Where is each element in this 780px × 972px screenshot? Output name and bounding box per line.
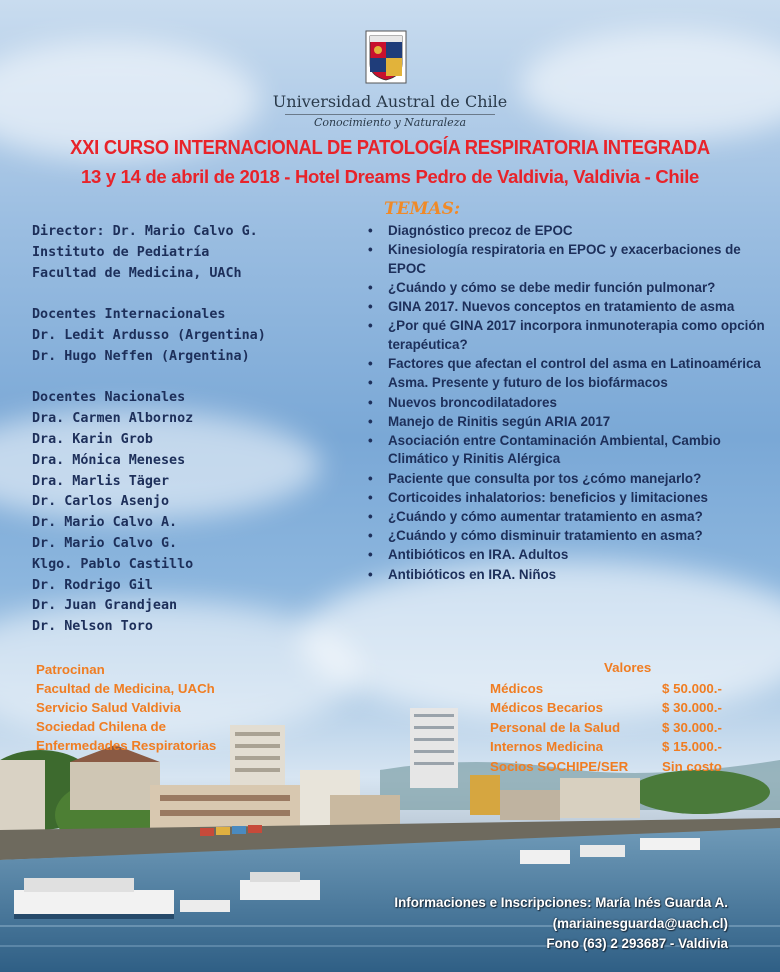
topic-item: • Diagnóstico precoz de EPOC <box>366 222 771 241</box>
sponsors-heading: Patrocinan <box>36 662 105 677</box>
nac-teacher: Dra. Mónica Meneses <box>32 452 186 468</box>
course-title: XXI CURSO INTERNACIONAL DE PATOLOGÍA RESPIRATORIA INTEGRADA <box>70 137 710 159</box>
topic-item: • Antibióticos en IRA. Adultos <box>366 546 771 565</box>
nac-teacher: Dr. Juan Grandjean <box>32 598 178 614</box>
topic-item: • Kinesiología respiratoria en EPOC y exacerbaciones de EPOC <box>366 241 771 278</box>
nac-teacher: Dr. Carlos Asenjo <box>32 494 170 510</box>
price-row <box>490 718 750 737</box>
topic-item: • Asociación entre Contaminación Ambiental, Cambio Climático y Rinitis Alérgica <box>366 432 771 469</box>
sponsor-item: Enfermedades Respiratorias <box>36 738 217 753</box>
course-date-place: 13 y 14 de abril de 2018 - Hotel Dreams Pedro de Valdivia, Valdivia - Chile <box>80 166 700 187</box>
price-value: $ 50.000.- <box>662 681 722 696</box>
price-label: Médicos Becarios <box>490 700 604 716</box>
contact-phone: Fono (63) 2 293687 - Valdivia <box>546 936 728 951</box>
topic-item: • Paciente que consulta por tos ¿cómo manejarlo? <box>366 470 771 489</box>
topic-item: • ¿Cuándo y cómo se debe medir función pulmonar? <box>366 279 771 298</box>
nac-teacher: Dr. Rodrigo Gil <box>32 577 153 593</box>
temas-heading: TEMAS: <box>384 199 461 219</box>
prices-table <box>490 679 750 776</box>
price-label: Socios SOCHIPE/SER <box>490 758 629 774</box>
topic-item: • Manejo de Rinitis según ARIA 2017 <box>366 413 771 432</box>
nac-teacher: Dr. Mario Calvo G. <box>32 535 178 551</box>
topics-list <box>366 222 771 585</box>
director-line: Instituto de Pediatría <box>32 244 210 260</box>
cloud <box>520 30 780 140</box>
contact-block <box>394 893 728 955</box>
price-row <box>490 679 750 698</box>
intl-teacher: Dr. Ledit Ardusso (Argentina) <box>32 327 266 343</box>
topic-item: • GINA 2017. Nuevos conceptos en tratamiento de asma <box>366 298 771 317</box>
intl-teacher: Dr. Hugo Neffen (Argentina) <box>32 348 250 364</box>
topic-item: • Antibióticos en IRA. Niños <box>366 566 771 585</box>
prices-heading: Valores <box>604 660 652 675</box>
nac-teacher: Dr. Nelson Toro <box>32 619 153 635</box>
topic-item: • Factores que afectan el control del asma en Latinoamérica <box>366 355 771 374</box>
topic-item: • ¿Cuándo y cómo aumentar tratamiento en asma? <box>366 508 771 527</box>
nac-teacher: Dra. Carmen Albornoz <box>32 411 194 427</box>
price-row <box>490 737 750 756</box>
director-line: Director: Dr. Mario Calvo G. <box>32 224 258 239</box>
topic-item: • Asma. Presente y futuro de los biofármacos <box>366 374 771 393</box>
nac-teacher: Klgo. Pablo Castillo <box>32 556 194 572</box>
university-name: Universidad Austral de Chile <box>272 92 508 111</box>
contact-line: Informaciones e Inscripciones: María Inés Guarda A. <box>394 895 728 910</box>
university-tagline: Conocimiento y Naturaleza <box>313 116 467 129</box>
price-value: Sin costo <box>662 758 722 774</box>
university-crest-icon <box>365 30 407 84</box>
nac-teacher: Dra. Marlis Täger <box>32 473 170 489</box>
price-label: Internos Medicina <box>490 739 604 755</box>
price-value: $ 30.000.- <box>662 719 722 735</box>
price-label: Médicos <box>490 681 544 696</box>
price-row <box>490 757 750 776</box>
director-line: Facultad de Medicina, UACh <box>32 265 242 281</box>
topic-item: • ¿Por qué GINA 2017 incorpora inmunoterapia como opción terapéutica? <box>366 317 771 354</box>
faculty-column <box>32 222 362 638</box>
topic-item: • ¿Cuándo y cómo disminuir tratamiento en asma? <box>366 527 771 546</box>
nac-teacher: Dra. Karin Grob <box>32 431 153 447</box>
topic-item: • Nuevos broncodilatadores <box>366 394 771 413</box>
price-label: Personal de la Salud <box>490 719 621 735</box>
intl-heading: Docentes Internacionales <box>32 307 226 323</box>
price-value: $ 15.000.- <box>662 739 722 755</box>
topic-item: • Corticoides inhalatorios: beneficios y limitaciones <box>366 489 771 508</box>
price-row <box>490 698 750 717</box>
price-value: $ 30.000.- <box>662 700 722 716</box>
divider <box>285 114 495 115</box>
sponsor-item: Sociedad Chilena de <box>36 719 167 734</box>
sponsor-item: Servicio Salud Valdivia <box>36 700 181 715</box>
sponsors-block <box>36 660 296 755</box>
nac-teacher: Dr. Mario Calvo A. <box>32 515 178 531</box>
sponsor-item: Facultad de Medicina, UACh <box>36 681 215 696</box>
nac-heading: Docentes Nacionales <box>32 390 186 406</box>
contact-email: (mariainesguarda@uach.cl) <box>552 915 728 931</box>
